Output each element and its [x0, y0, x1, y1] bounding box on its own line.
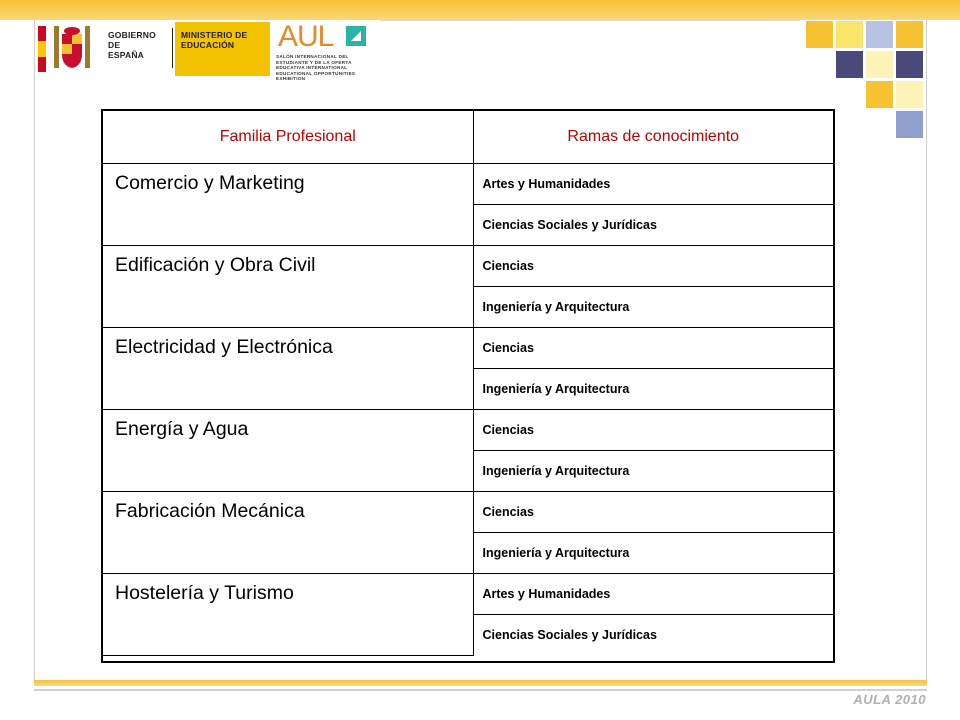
rama-cell: Ciencias — [473, 328, 833, 369]
rama-cell: Ciencias Sociales y Jurídicas — [473, 205, 833, 246]
deco-square — [896, 111, 923, 138]
rama-cell: Artes y Humanidades — [473, 574, 833, 615]
familia-cell: Electricidad y Electrónica — [103, 328, 473, 410]
bottom-decorative-band — [34, 680, 927, 686]
rama-cell: Ingeniería y Arquitectura — [473, 287, 833, 328]
header-divider — [380, 20, 800, 21]
top-decorative-band — [0, 0, 960, 20]
aula-wordmark: AUL — [278, 20, 334, 53]
rama-cell: Ciencias — [473, 410, 833, 451]
header-ramas: Ramas de conocimiento — [473, 111, 833, 164]
table-row — [103, 574, 833, 615]
deco-square — [836, 51, 863, 78]
header-familia: Familia Profesional — [103, 111, 473, 164]
deco-square — [896, 81, 923, 108]
table-header-row — [103, 111, 833, 164]
rama-cell: Ingeniería y Arquitectura — [473, 451, 833, 492]
rama-cell: Ciencias — [473, 492, 833, 533]
familia-cell: Hostelería y Turismo — [103, 574, 473, 656]
table-row — [103, 164, 833, 205]
spain-flag-icon — [38, 26, 46, 72]
rama-cell: Artes y Humanidades — [473, 164, 833, 205]
familia-cell: Fabricación Mecánica — [103, 492, 473, 574]
deco-square — [896, 51, 923, 78]
familia-cell: Comercio y Marketing — [103, 164, 473, 246]
deco-square — [836, 21, 863, 48]
gobierno-logo — [38, 22, 270, 76]
ministerio-text: MINISTERIO DE EDUCACIÓN — [181, 30, 248, 50]
rama-cell: Ingeniería y Arquitectura — [473, 369, 833, 410]
deco-square — [896, 21, 923, 48]
familia-cell: Energía y Agua — [103, 410, 473, 492]
familia-cell: Edificación y Obra Civil — [103, 246, 473, 328]
logo-separator — [172, 28, 173, 68]
rama-cell: Ciencias Sociales y Jurídicas — [473, 615, 833, 656]
deco-square — [866, 21, 893, 48]
rama-cell: Ciencias — [473, 246, 833, 287]
deco-square — [806, 21, 833, 48]
aula-mark-icon — [346, 26, 366, 46]
gobierno-text: GOBIERNO DE ESPAÑA — [108, 30, 156, 60]
table-row — [103, 410, 833, 451]
familias-table — [101, 109, 835, 663]
table-row — [103, 246, 833, 287]
slide-frame-right — [926, 20, 927, 680]
rama-cell: Ingeniería y Arquitectura — [473, 533, 833, 574]
table-row — [103, 492, 833, 533]
deco-square — [866, 51, 893, 78]
table-row — [103, 328, 833, 369]
bottom-divider — [34, 689, 927, 691]
ministerio-box — [175, 22, 270, 76]
footer-aula-label: AULA 2010 — [853, 692, 926, 707]
aula-logo — [276, 20, 380, 82]
deco-square — [866, 81, 893, 108]
aula-tagline: SALÓN INTERNACIONAL DEL ESTUDIANTE Y DE LA OFERTA EDUCATIVA INTERNATIONAL EDUCATIONAL OPPORTUNITIES EXHIBITION — [276, 54, 356, 82]
coat-of-arms-icon — [52, 26, 92, 72]
slide-frame-left — [34, 20, 35, 680]
